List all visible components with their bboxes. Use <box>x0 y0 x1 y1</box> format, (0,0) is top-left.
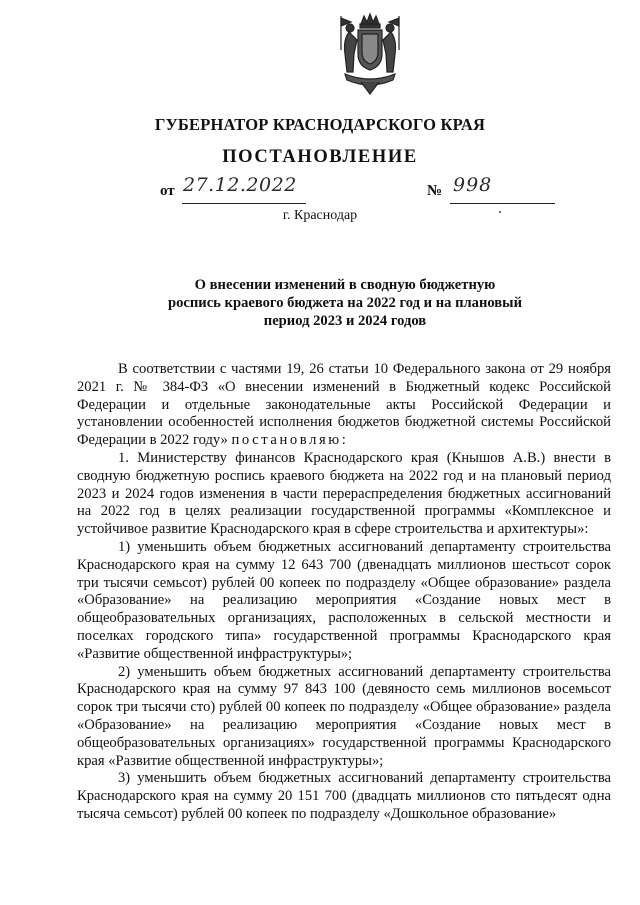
date-underline <box>182 203 306 204</box>
speck <box>499 211 501 213</box>
resolution-word: постановляю: <box>231 432 349 449</box>
date-value: 27.12.2022 <box>183 174 297 196</box>
paragraph-text: В соответствии с частями 19, 26 статьи 10 Федерального закона от 29 ноября 2021 г. № 384-ФЗ «О внесении изменений в Бюджетный кодекс Российской Федерации и отдельные законодательные акты Российской Федерации и установлении особенностей исполнения бюджетов бюджетной системы Российской Федерации в 2022 году» <box>77 361 611 449</box>
number-underline <box>450 203 555 204</box>
title-line: роспись краевого бюджета на 2022 год и на плановый <box>168 295 522 311</box>
governor-heading: ГУБЕРНАТОР КРАСНОДАРСКОГО КРАЯ <box>154 115 486 134</box>
title-line: период 2023 и 2024 годов <box>263 313 427 329</box>
number-label: № <box>427 183 443 199</box>
body-paragraph: 1. Министерству финансов Краснодарского края (Кнышов А.В.) внести в сводную бюджетную роспись краевого бюджета на 2022 год и на плановый период 2023 и 2024 годов изменения в части перераспределения бюджетных ассигнований на 2022 год в целях реализации государственной программы «Комплексное и устойчивое развитие Краснодарского края в сфере строительства и архитектуры»: <box>77 449 611 538</box>
date-label: от <box>160 183 175 199</box>
body-paragraph: 3) уменьшить объем бюджетных ассигнований департаменту строительства Краснодарского края на сумму 20 151 700 (двадцать миллионов сто пятьдесят одна тысяча семьсот) рублей 00 копеек по подразделу «Дошкольное образование» <box>77 770 611 822</box>
document-type-heading: ПОСТАНОВЛЕНИЕ <box>222 147 418 167</box>
number-value: 998 <box>453 174 493 196</box>
document-title <box>150 276 540 330</box>
title-line: О внесении изменений в сводную бюджетную <box>194 277 496 293</box>
body-paragraph: 2) уменьшить объем бюджетных ассигнований департаменту строительства Краснодарского края на сумму 97 843 100 (девяносто семь миллионов восемьсот сорок три тысячи сто) рублей 00 копеек по подразделу «Общее образование» раздела «Образование» на реализацию мероприятия «Создание новых мест в общеобразовательных организациях» государственной программы Краснодарского края «Развитие общественной инфраструктуры»; <box>77 663 611 769</box>
document-body <box>77 361 611 824</box>
coat-of-arms-icon <box>331 10 409 98</box>
body-paragraph <box>77 361 611 450</box>
body-paragraph: 1) уменьшить объем бюджетных ассигнований департаменту строительства Краснодарского края на сумму 12 643 700 (двенадцать миллионов шестьсот сорок три тысячи семьсот) рублей 00 копеек по подразделу «Общее образование» раздела «Образование» на реализацию мероприятия «Создание новых мест в общеобразовательных организациях, расположенных в сельской местности и поселках городского типа» государственной программы Краснодарского края «Развитие общественной инфраструктуры»; <box>77 538 611 662</box>
city-line: г. Краснодар <box>282 208 358 223</box>
